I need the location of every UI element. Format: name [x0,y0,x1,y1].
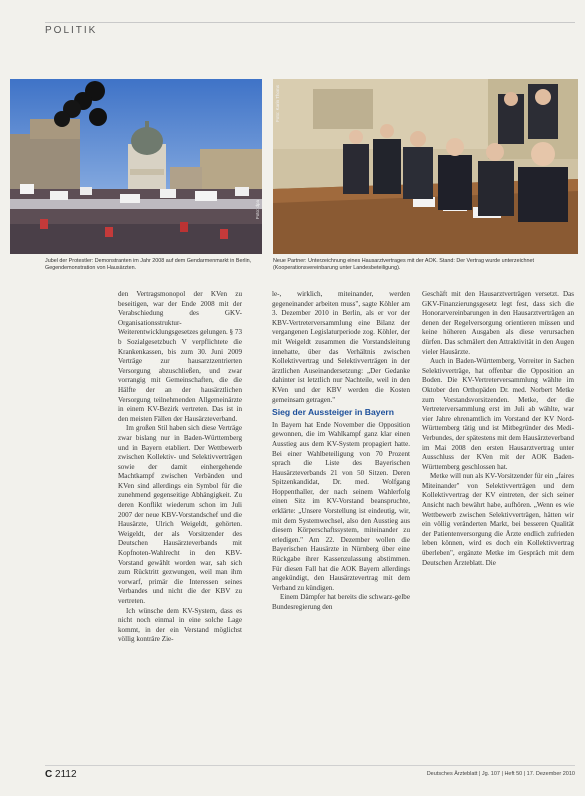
paragraph: In Bayern hat Ende November die Opposition gewonnen, die im Wahlkampf ganz klar einen Ausstieg aus dem KV-System propagiert hatte. Bei einer Wahlbeteiligung von 70 Prozent sprach die Liste des Bayerischen Hausärzteverbands 21 von 50 Sitzen. Deren Spitzenkandidat, Dr. med. Wolfgang Hoppenthaller, der nach seinem Wahlerfolg einen Sitz im KV-Vorstand beanspruchte, erklärte: „Unsere Vorstellung ist eindeutig, wir, mit dem Systemwechsel, also den Ausstieg aus diesem Körperschaftssystem, miteinander zu erledigen." Am 22. Dezember wollen die Bayerischen Hausärzte in Nürnberg über eine Rückgabe ihrer Kassenzulassung abstimmen. Für diesen Fall hat die AOK Bayern allerdings angekündigt, den Hausärztevertrag mit dem Verband zu kündigen. [272,420,410,592]
photo-signing [273,79,578,254]
caption-right: Neue Partner: Unterzeichnung eines Hausarztvertrages mit der AOK. Stand: Der Vertrag wurde unterzeichnet (Kooperationsvereinbarung unter Landesbeteiligung). [273,258,534,272]
paragraph: Auch in Baden-Württemberg, Vorreiter in Sachen Selektivverträge, hat offenbar die Opposition an Boden. Die KV-Vertreterversammlung wählte im Oktober den Orthopäden Dr. med. Norbert Metke zum Vorstandsvorsitzenden. Metke, der die Vertreterversammlung erst im Juli ab wählte, war vier Jahre ehrenamtlich im Vorstand der KV Nord-Württemberg tätig und ist Mitbegründer des Medi-Verbundes, der spätestens mit dem Hausärzteverband im Mai 2008 den ersten Hausarztvertrag unter Ausschluss der KVen mit der AOK Baden-Württemberg geschlossen hat. [422,357,574,471]
paragraph: Geschäft mit den Hausarztverträgen versetzt. Das GKV-Finanzierungsgesetz legt fest, dass sich die Honorarvereinbarungen in den Hausarztverträgen an denen der Regelversorgung orientieren müssen und keine höheren Ausgaben als diese verursachen dürfen. Das schmälert den Attraktivität in den Augen vieler Hausärzte. [422,290,574,356]
paragraph: den Vertragsmonopol der KVen zu beseitigen, war der Ende 2008 mit der Verabschiedung des GKV-Organisationsstruktur-Weiterentwicklungsgesetzes gelungen. § 73 b Sozialgesetzbuch V verpflichtete die Krankenkassen, bis zum 30. Juni 2009 Verträge zur hausarztzentrierten Versorgung abzuschließen, und zwar vorrangig mit Gemeinschaften, die die Hälfte der an der hausärztlichen Versorgung teilnehmenden Allgemeinärzte in einem KV-Bezirk vertreten. Das ist in den meisten Fällen der Hausärzteverband. [118,290,242,423]
photo-right-credit: Foto: Karin Thoms [275,85,280,122]
paragraph: Metke will nun als KV-Vorsitzender für ein „faires Miteinander" von Selektivverträgen und dem Kollektivvertrag der KV eintreten, der sich seiner Ansicht nach bewährt habe, aufhören. „Wenn es wie Wettbewerb zwischen Selektivverträgen, hätten wir ein völlig veränderten Markt, bei besseren Qualität der Patientenversorgung die Ärzte endlich zufrieden leben können, wird es doch ein Kollektivvertrag überleben", ergänzte Metke im Gespräch mit dem Deutschen Ärzteblatt. Die [422,472,574,567]
subheading: Sieg der Aussteiger in Bayern [272,407,394,418]
article-column-2 [272,290,410,760]
caption-left: Jubel der Protestler: Demonstranten im Jahr 2008 auf dem Gendarmenmarkt in Berlin, Gegendemonstration von Hausärzten. [45,258,252,272]
publisher-logo: C [45,769,53,780]
header-rule [45,22,575,23]
paragraph: Einem Dämpfer hat bereits die schwarz-gelbe Bundesregierung den [272,593,410,611]
photo-protest [10,79,262,254]
paragraph: Ich wünsche dem KV-System, dass es nicht noch einmal in eine solche Lage kommt, in der ein Verstand möglichst völlig konträre Zie- [118,606,242,644]
section-label: POLITIK [45,25,98,36]
article-column-3 [422,290,574,760]
page-number-value: 2112 [55,769,77,780]
journal-citation: Deutsches Ärzteblatt | Jg. 107 | Heft 50 | 17. Dezember 2010 [426,771,575,777]
article-column-1 [118,290,242,760]
paragraph: le-, wirklich, miteinander, werden gegeneinander arbeiten muss", sagte Köhler am 3. Dezember 2010 in Berlin, als er vor der KBV-Vertreterversammlung eine Bilanz der vergangenen Legislaturperiode zog. Köhler, der mit Weigeldt zusammen die Vorstandsleitung innehatte, über das Verhältnis zwischen Kollektivvertrag und Selektivverträgen in der ärztlichen Auseinandersetzung: „Der Gedanke dahinter ist letztlich nur Nachteile, weil in den KVen und der KBV werden die Kosten gemeinsam getragen." [272,290,410,404]
paragraph: Im großen Stil haben sich diese Verträge zwar bislang nur in Baden-Württemberg und in Bayern etabliert. Der Wettbewerb zwischen Kollektiv- und Selektivverträgen sowie der damit einhergehende Machtkampf zwischen Verbänden und KVen sind allerdings ein Symbol für die zunehmend gegenseitige Abhängigkeit. Zu deren Konflikt wiederum schon im Juli 2007 der neue KBV-Vorstandschef und die Hausärzte, Ulrich Weigeldt, gehörten. Weigeldt, der als Vorsitzender des Deutschen Hausärzteverbands mit Kopfnoten-Wahlrecht in den KBV-Vorstand gewählt worden war, sah sich zum Rücktritt gezwungen, weil man ihm vorwarf, primär die Interessen seines Verbandes und nicht die der KBV zu vertreten. [118,424,242,605]
footer-rule [45,765,575,766]
page-number [45,769,77,780]
photo-left-credit: Foto: dpa [255,200,260,220]
